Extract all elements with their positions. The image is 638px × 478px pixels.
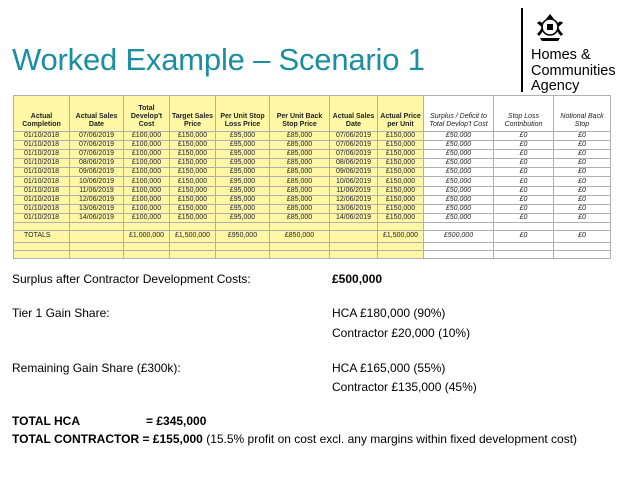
table-cell: 01/10/2018 <box>14 195 70 204</box>
table-cell: £150,000 <box>170 213 216 222</box>
table-cell: £150,000 <box>170 195 216 204</box>
table-cell: £100,000 <box>124 168 170 177</box>
column-header: Total Develop't Cost <box>124 96 170 132</box>
table-cell: £95,000 <box>216 168 270 177</box>
table-cell: £0 <box>554 159 611 168</box>
table-cell: £85,000 <box>270 186 330 195</box>
table-cell <box>14 222 70 230</box>
table-cell: £150,000 <box>170 204 216 213</box>
table-cell: 11/06/2019 <box>330 186 378 195</box>
table-cell: £85,000 <box>270 132 330 141</box>
table-row <box>14 150 611 159</box>
totals-label: TOTALS <box>14 230 70 242</box>
table-cell <box>124 242 170 250</box>
column-header: Per Unit Back Stop Price <box>270 96 330 132</box>
table-cell: £150,000 <box>170 132 216 141</box>
table-cell: 11/06/2019 <box>70 186 124 195</box>
table-cell: 10/06/2019 <box>70 177 124 186</box>
table-cell: £0 <box>554 168 611 177</box>
table-cell <box>170 250 216 258</box>
column-header: Actual Price per Unit <box>378 96 424 132</box>
table-cell: £850,000 <box>270 230 330 242</box>
table-cell: £500,000 <box>424 230 494 242</box>
surplus-label: Surplus after Contractor Development Costs: <box>12 272 251 286</box>
tier1-hca-share: HCA £180,000 (90%) <box>332 306 446 320</box>
table-cell <box>330 250 378 258</box>
table-cell: £50,000 <box>424 132 494 141</box>
table-cell: £150,000 <box>378 150 424 159</box>
table-blank-row <box>14 250 611 258</box>
table-cell: £0 <box>554 132 611 141</box>
table-row <box>14 195 611 204</box>
tier1-label: Tier 1 Gain Share: <box>12 306 110 320</box>
table-cell: 09/06/2019 <box>70 168 124 177</box>
table-cell: £0 <box>554 141 611 150</box>
table-cell: £50,000 <box>424 141 494 150</box>
table-cell: 14/06/2019 <box>330 213 378 222</box>
table-cell: £50,000 <box>424 168 494 177</box>
table-cell: £150,000 <box>170 141 216 150</box>
table-cell: £0 <box>554 230 611 242</box>
table-totals-row <box>14 230 611 242</box>
table-cell: £50,000 <box>424 150 494 159</box>
table-cell <box>70 242 124 250</box>
table-cell: £100,000 <box>124 159 170 168</box>
table-header-row <box>14 96 611 132</box>
table-cell: 01/10/2018 <box>14 186 70 195</box>
column-header: Surplus / Deficit to Total Devlop't Cost <box>424 96 494 132</box>
table-cell <box>330 222 378 230</box>
table-cell: £0 <box>494 150 554 159</box>
total-contractor-note: (15.5% profit on cost excl. any margins within fixed development cost) <box>206 432 578 446</box>
table-cell: £950,000 <box>216 230 270 242</box>
table-cell: £100,000 <box>124 195 170 204</box>
table-cell: £0 <box>554 177 611 186</box>
table-cell: £95,000 <box>216 150 270 159</box>
table-cell: £100,000 <box>124 186 170 195</box>
table-cell: £0 <box>494 168 554 177</box>
table-cell: £0 <box>554 150 611 159</box>
table-cell: £0 <box>554 195 611 204</box>
table-row <box>14 204 611 213</box>
table-cell: £0 <box>494 177 554 186</box>
worked-example-table <box>13 95 610 253</box>
table-cell: £95,000 <box>216 204 270 213</box>
table-cell: £150,000 <box>170 186 216 195</box>
table-blank-row <box>14 222 611 230</box>
table-row <box>14 213 611 222</box>
table-cell: £95,000 <box>216 132 270 141</box>
table-row <box>14 159 611 168</box>
table-cell: £150,000 <box>378 213 424 222</box>
table-cell: £0 <box>554 204 611 213</box>
table-cell: £150,000 <box>378 186 424 195</box>
table-cell: £0 <box>494 132 554 141</box>
table-cell <box>378 242 424 250</box>
logo-line: Communities <box>531 62 616 79</box>
table-cell <box>270 242 330 250</box>
royal-crest-icon <box>533 10 567 44</box>
tier1-contractor-share: Contractor £20,000 (10%) <box>332 326 471 340</box>
table-cell: £100,000 <box>124 177 170 186</box>
table-cell: £150,000 <box>170 150 216 159</box>
column-header: Actual Sales Date <box>330 96 378 132</box>
table-cell: £150,000 <box>378 195 424 204</box>
table-cell <box>70 222 124 230</box>
table-cell: £150,000 <box>170 177 216 186</box>
table-cell: 01/10/2018 <box>14 132 70 141</box>
table-cell <box>330 230 378 242</box>
column-header: Target Sales Price <box>170 96 216 132</box>
table-cell: 12/06/2019 <box>330 195 378 204</box>
table-cell: 13/06/2019 <box>330 204 378 213</box>
table-cell: 01/10/2018 <box>14 177 70 186</box>
table-cell: £50,000 <box>424 177 494 186</box>
table-cell: 07/06/2019 <box>70 150 124 159</box>
table-cell: 01/10/2018 <box>14 141 70 150</box>
table-cell: 07/06/2019 <box>330 132 378 141</box>
total-hca-value: = £345,000 <box>146 414 207 428</box>
table-cell: £150,000 <box>378 141 424 150</box>
table-cell: 10/06/2019 <box>330 177 378 186</box>
table-cell <box>14 250 70 258</box>
table-cell: £1,000,000 <box>124 230 170 242</box>
table-cell <box>270 250 330 258</box>
table-cell <box>124 222 170 230</box>
table-cell <box>270 222 330 230</box>
table-cell <box>216 250 270 258</box>
table-cell <box>124 250 170 258</box>
table-cell: £95,000 <box>216 141 270 150</box>
table-cell: £85,000 <box>270 168 330 177</box>
table-cell <box>554 250 611 258</box>
table-cell: 14/06/2019 <box>70 213 124 222</box>
table-cell: 01/10/2018 <box>14 204 70 213</box>
table-row <box>14 141 611 150</box>
table-cell: 01/10/2018 <box>14 168 70 177</box>
table-cell: £50,000 <box>424 159 494 168</box>
table-cell <box>554 242 611 250</box>
table-cell: £85,000 <box>270 159 330 168</box>
table-cell: £50,000 <box>424 186 494 195</box>
table-cell: £85,000 <box>270 150 330 159</box>
column-header: Notional Back Stop <box>554 96 611 132</box>
table-cell: £85,000 <box>270 177 330 186</box>
table-cell: £85,000 <box>270 204 330 213</box>
table-cell: £150,000 <box>378 159 424 168</box>
table-cell: 01/10/2018 <box>14 213 70 222</box>
table-cell <box>424 242 494 250</box>
table-cell: £95,000 <box>216 195 270 204</box>
table-cell <box>494 250 554 258</box>
table-cell: £0 <box>494 230 554 242</box>
table-cell: £0 <box>494 204 554 213</box>
hca-logo <box>521 8 633 96</box>
surplus-value: £500,000 <box>332 272 383 286</box>
table-cell: £0 <box>494 159 554 168</box>
table-cell: £95,000 <box>216 159 270 168</box>
table-cell: £0 <box>554 213 611 222</box>
table-cell: £100,000 <box>124 132 170 141</box>
table-cell: £150,000 <box>378 168 424 177</box>
total-contractor-line <box>12 432 577 446</box>
table-cell <box>424 250 494 258</box>
table-cell <box>216 222 270 230</box>
remaining-gain-label: Remaining Gain Share (£300k): <box>12 361 181 375</box>
table-cell: 07/06/2019 <box>70 141 124 150</box>
table-cell <box>70 250 124 258</box>
remaining-contractor-share: Contractor £135,000 (45%) <box>332 380 477 394</box>
table-row <box>14 132 611 141</box>
table-cell: £50,000 <box>424 213 494 222</box>
table-cell <box>14 242 70 250</box>
table-cell <box>494 242 554 250</box>
logo-wordmark <box>531 48 616 95</box>
table-cell: 12/06/2019 <box>70 195 124 204</box>
table-cell: 09/06/2019 <box>330 168 378 177</box>
table-cell <box>378 222 424 230</box>
table-cell: £1,500,000 <box>378 230 424 242</box>
table-cell <box>170 222 216 230</box>
table-blank-row <box>14 242 611 250</box>
table-cell: £0 <box>554 186 611 195</box>
column-header: Actual Sales Date <box>70 96 124 132</box>
table-cell: £100,000 <box>124 141 170 150</box>
table-cell: £85,000 <box>270 213 330 222</box>
table-cell: £85,000 <box>270 195 330 204</box>
table-cell <box>494 222 554 230</box>
table-cell: £1,500,000 <box>170 230 216 242</box>
table-cell <box>554 222 611 230</box>
column-header: Stop Loss Contribution <box>494 96 554 132</box>
table-cell: £95,000 <box>216 177 270 186</box>
table-cell: £95,000 <box>216 186 270 195</box>
table-cell: £150,000 <box>170 159 216 168</box>
table-row <box>14 186 611 195</box>
logo-line: Homes & <box>531 47 591 63</box>
table-cell: £0 <box>494 186 554 195</box>
table-cell: 01/10/2018 <box>14 159 70 168</box>
table-row <box>14 177 611 186</box>
table-cell: £150,000 <box>378 132 424 141</box>
logo-divider <box>521 8 523 92</box>
table-cell <box>330 242 378 250</box>
table-cell: £150,000 <box>378 204 424 213</box>
table-cell: 07/06/2019 <box>330 141 378 150</box>
table-cell: £100,000 <box>124 204 170 213</box>
total-contractor-label: TOTAL CONTRACTOR <box>12 432 140 446</box>
table-cell: 07/06/2019 <box>70 132 124 141</box>
table-cell: £50,000 <box>424 204 494 213</box>
table-cell: 13/06/2019 <box>70 204 124 213</box>
table-cell: £95,000 <box>216 213 270 222</box>
table-cell: 08/06/2019 <box>330 159 378 168</box>
table-cell: 08/06/2019 <box>70 159 124 168</box>
total-hca-label: TOTAL HCA <box>12 414 80 428</box>
table-cell: 07/06/2019 <box>330 150 378 159</box>
table-cell: £0 <box>494 213 554 222</box>
table-cell: £100,000 <box>124 150 170 159</box>
table-cell: 01/10/2018 <box>14 150 70 159</box>
table-cell: £150,000 <box>378 177 424 186</box>
table-cell <box>424 222 494 230</box>
table-cell: £0 <box>494 141 554 150</box>
remaining-hca-share: HCA £165,000 (55%) <box>332 361 446 375</box>
table-cell <box>378 250 424 258</box>
logo-line: Agency <box>531 78 580 94</box>
total-contractor-value: = £155,000 <box>142 432 203 446</box>
table-cell: £50,000 <box>424 195 494 204</box>
table-cell: £85,000 <box>270 141 330 150</box>
table-cell <box>70 230 124 242</box>
table-cell <box>216 242 270 250</box>
column-header: Per Unit Stop Loss Price <box>216 96 270 132</box>
table-cell <box>170 242 216 250</box>
table-cell: £0 <box>494 195 554 204</box>
column-header: Actual Completion <box>14 96 70 132</box>
table-row <box>14 168 611 177</box>
table-cell: £150,000 <box>170 168 216 177</box>
table-cell: £100,000 <box>124 213 170 222</box>
slide-title: Worked Example – Scenario 1 <box>12 42 425 77</box>
